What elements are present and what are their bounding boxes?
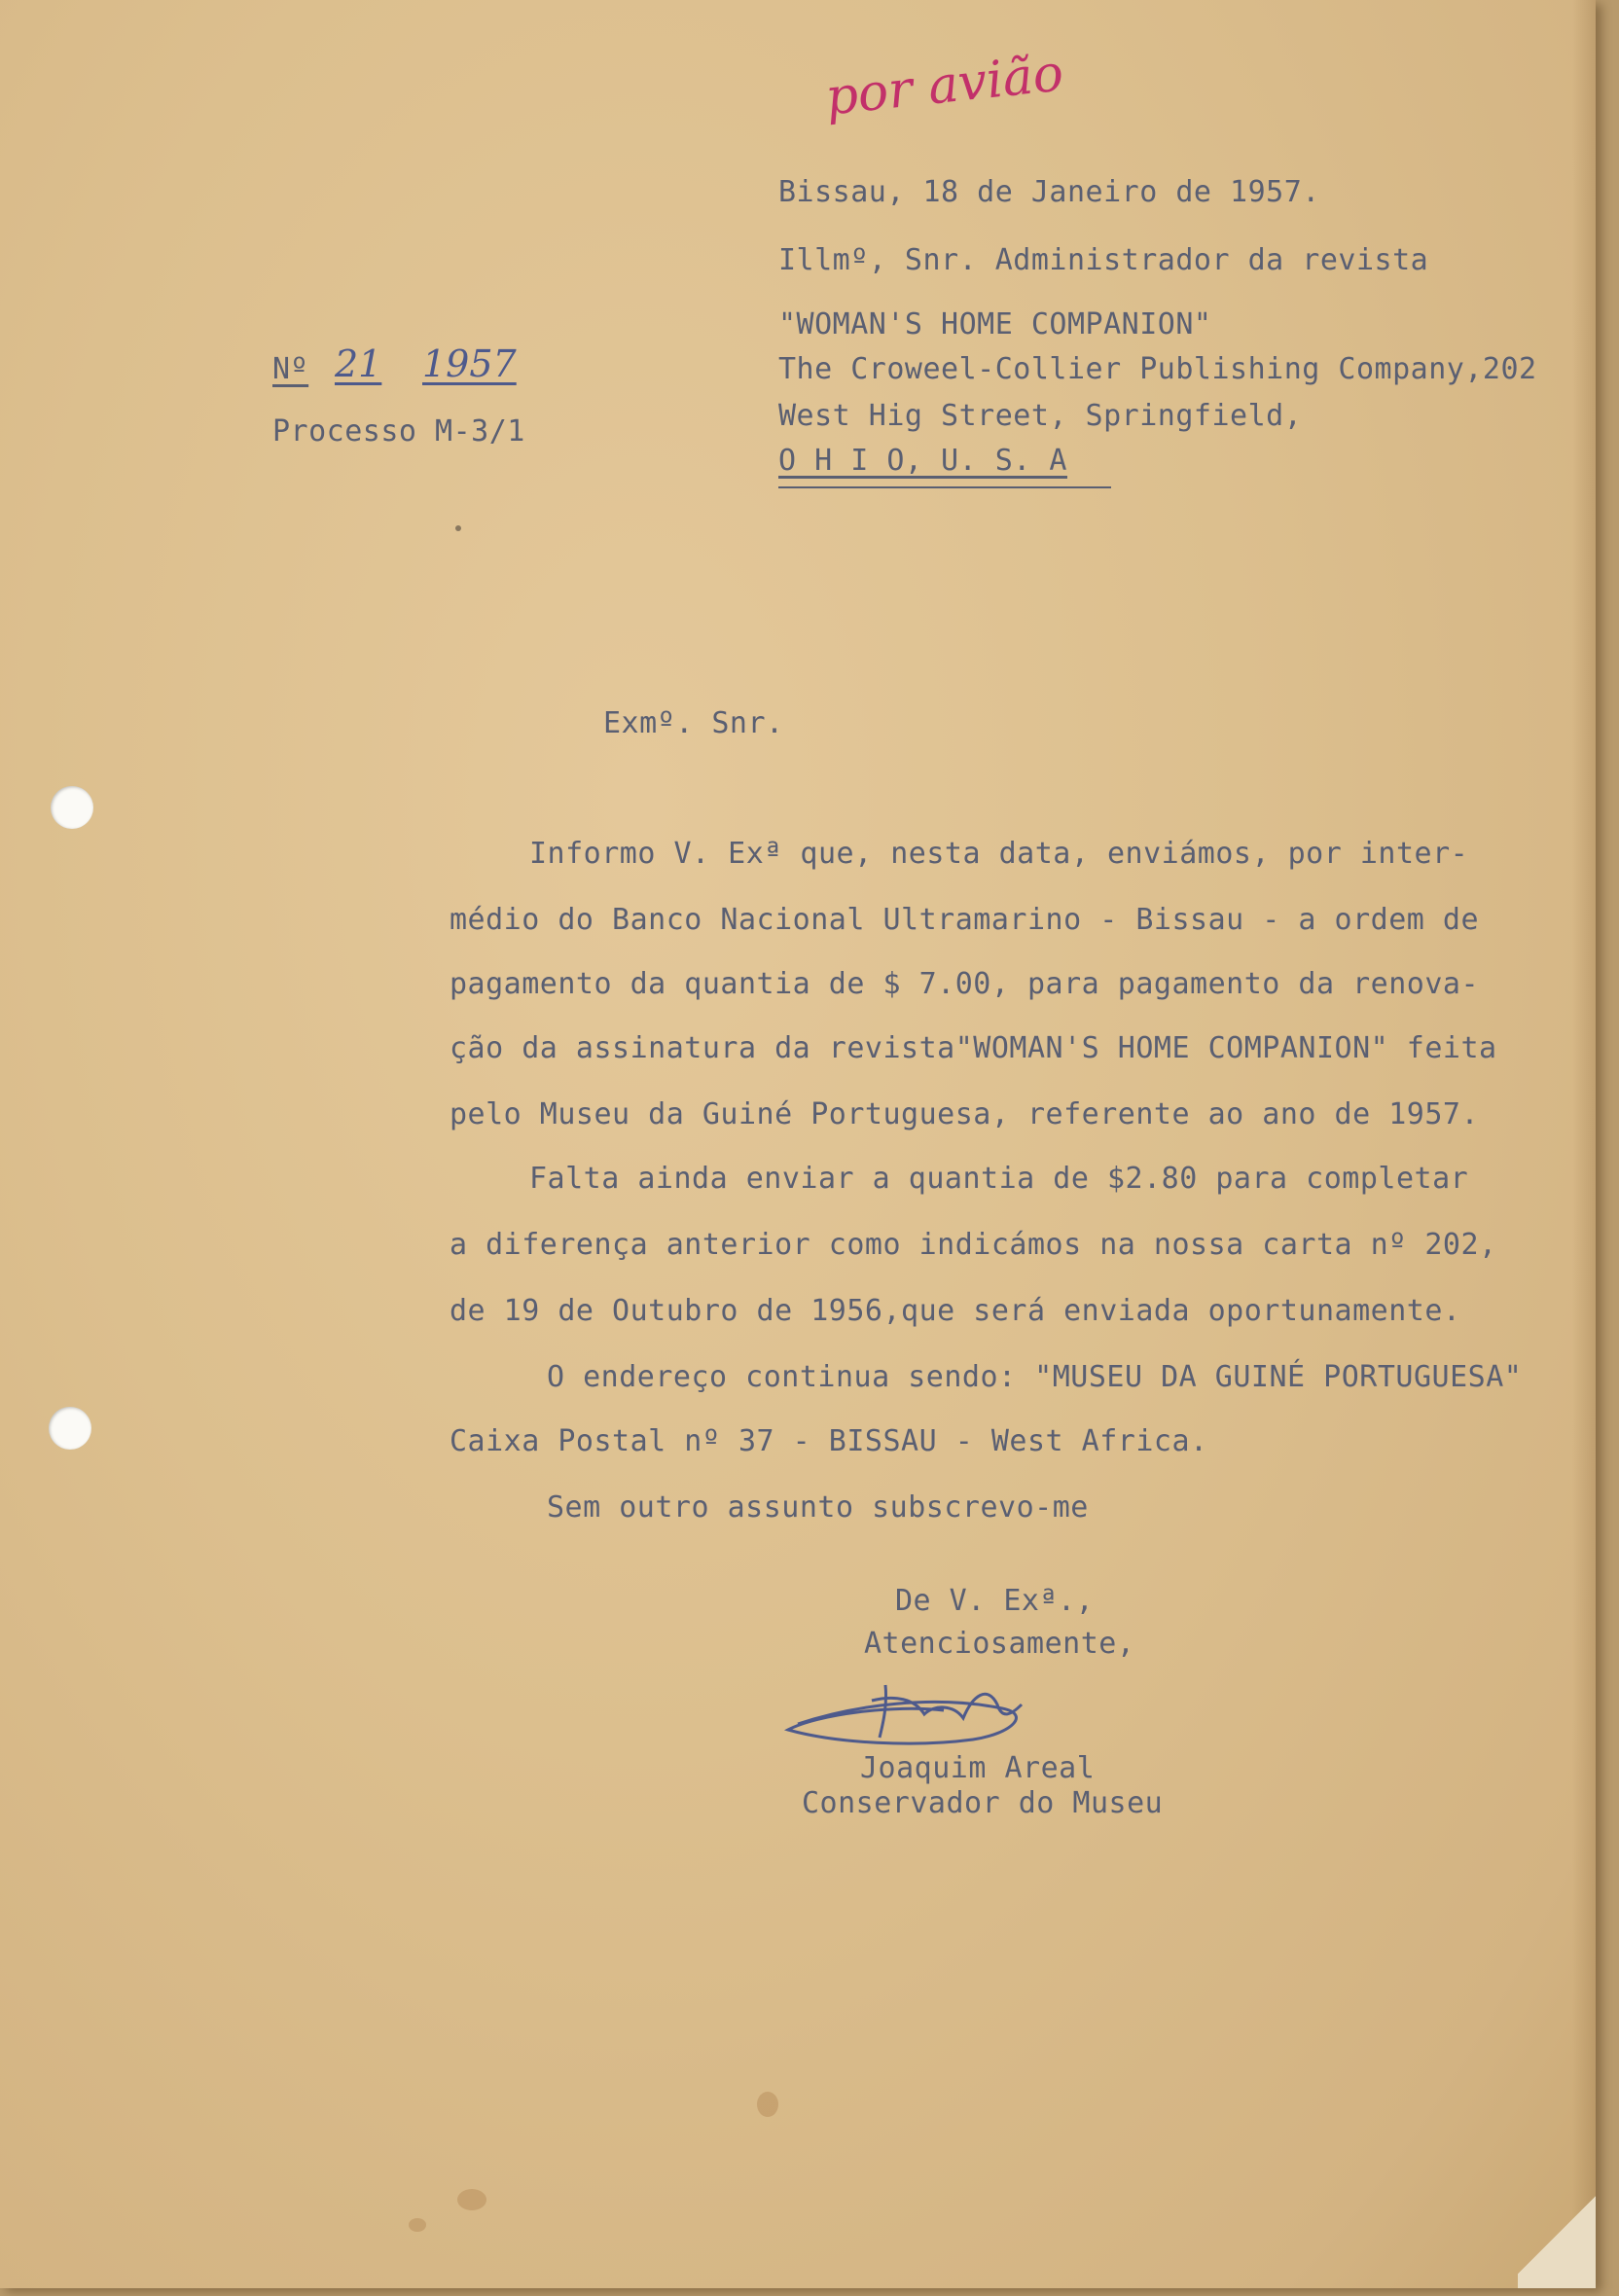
body-line-2: médio do Banco Nacional Ultramarino - Bissau - a ordem de [450,903,1480,937]
process-number: Processo M-3/1 [272,414,525,448]
body-line-10: Caixa Postal nº 37 - BISSAU - West Africa. [450,1424,1208,1458]
body-line-11: Sem outro assunto subscrevo-me [547,1490,1089,1525]
stain-spot [457,2189,486,2210]
date-line: Bissau, 18 de Janeiro de 1957. [778,175,1320,209]
reference-year-handwritten: 1957 [422,342,517,385]
salutation: Exmº. Snr. [603,706,784,740]
addressee-line-4: West Hig Street, Springfield, [778,399,1303,433]
addressee-line-1: Illmº, Snr. Administrador da revista [778,243,1429,277]
stain-spot [757,2092,778,2117]
body-line-4: ção da assinatura da revista"WOMAN'S HOME COMPANION" feita [450,1031,1497,1065]
addressee-location: O H I O, U. S. A [778,444,1067,478]
body-line-1: Informo V. Exª que, nesta data, enviámos, por inter- [529,837,1469,871]
punch-hole-bottom [49,1407,91,1450]
stain-spot [409,2218,426,2232]
body-line-7: a diferença anterior como indicámos na nossa carta nº 202, [450,1228,1497,1262]
body-line-3: pagamento da quantia de $ 7.00, para pagamento da renova- [450,967,1480,1001]
page-edge-shadow [1572,0,1596,2288]
addressee-line-2: "WOMAN'S HOME COMPANION" [778,307,1212,341]
folded-corner [1518,2181,1596,2288]
double-underline [778,486,1111,488]
signatory-title: Conservador do Museu [802,1786,1164,1820]
reference-number-handwritten: 21 [335,342,382,385]
signature [778,1666,1129,1753]
reference-number-prefix: Nº [272,352,309,386]
body-line-9: O endereço continua sendo: "MUSEU DA GUINÉ PORTUGUESA" [547,1360,1523,1394]
airmail-annotation: por avião [822,44,1066,127]
closing-line-1: De V. Exª., [895,1584,1095,1618]
body-line-5: pelo Museu da Guiné Portuguesa, referente ao ano de 1957. [450,1097,1480,1131]
closing-line-2: Atenciosamente, [864,1627,1135,1661]
addressee-line-3: The Croweel-Collier Publishing Company,202 [778,352,1537,386]
ink-dot [455,525,461,531]
signatory-name: Joaquim Areal [860,1751,1096,1785]
body-line-8: de 19 de Outubro de 1956,que será enviada oportunamente. [450,1294,1461,1328]
punch-hole-top [51,786,93,829]
body-line-6: Falta ainda enviar a quantia de $2.80 para completar [529,1162,1469,1196]
